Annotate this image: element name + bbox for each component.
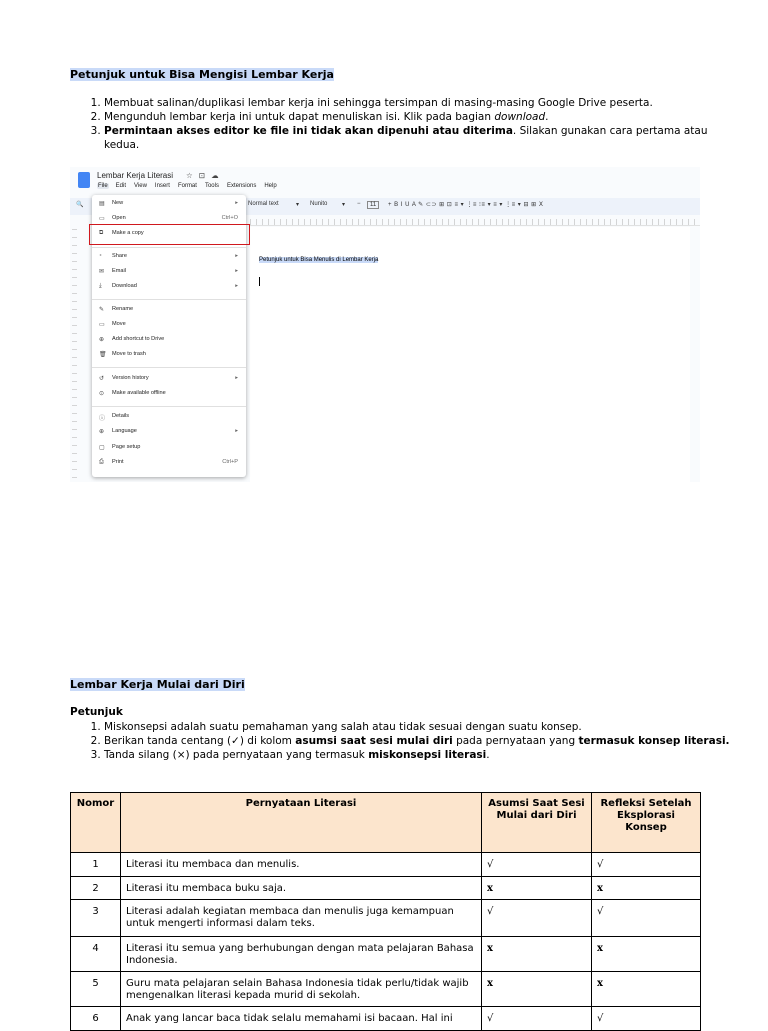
menu-item-download[interactable]: ⤓ Download ▸ [99, 283, 238, 289]
vertical-ruler [72, 229, 77, 479]
refleksi-mark[interactable]: x [592, 937, 701, 972]
menu-item-make-a-copy[interactable]: ⧉ Make a copy [99, 230, 144, 236]
search-icon[interactable]: 🔍 [76, 202, 84, 208]
horizontal-ruler [250, 219, 700, 226]
refleksi-mark[interactable]: √ [592, 1007, 701, 1031]
rename-icon: ✎ [99, 307, 105, 313]
row-statement: Guru mata pelajaran selain Bahasa Indonesia tidak perlu/tidak wajib mengenalkan literasi kepada murid di sekolah. [121, 972, 482, 1007]
section-title-lembar-kerja: Lembar Kerja Mulai dari Diri [70, 678, 245, 691]
menu-item-add-shortcut[interactable]: ⊕ Add shortcut to Drive [99, 336, 165, 343]
formatting-tools[interactable]: + B I U A ✎ ⊂⊃ ⊞ ⊡ ≡ ▾ ⋮≡ ⁝≡ ▾ ≡ ▾ ⋮≡ ▾ ⊟ ⊞ Ⅹ [388, 202, 544, 208]
print-icon: ⎙ [99, 459, 104, 465]
menu-extensions[interactable]: Extensions [226, 183, 257, 189]
email-icon: ✉ [99, 269, 105, 275]
header-pernyataan: Pernyataan Literasi [121, 793, 482, 853]
table-row [71, 853, 701, 877]
asumsi-mark[interactable]: √ [482, 853, 592, 877]
menu-tools[interactable]: Tools [204, 183, 219, 189]
trash-icon: 🗑 [99, 352, 107, 358]
folder-icon: ▭ [99, 216, 105, 222]
menu-item-rename[interactable]: ✎ Rename [99, 306, 134, 313]
instruction-item: 3. Tanda silang (×) pada pernyataan yang termasuk miskonsepsi literasi. [104, 748, 744, 762]
page-setup-icon: ▢ [99, 445, 105, 451]
refleksi-mark[interactable]: √ [592, 900, 701, 937]
menu-edit[interactable]: Edit [115, 183, 127, 189]
doc-page[interactable] [250, 227, 690, 482]
globe-icon: ⊕ [99, 429, 105, 435]
refleksi-mark[interactable]: x [592, 972, 701, 1007]
menu-format[interactable]: Format [177, 183, 197, 189]
font-size-field[interactable]: 11 [367, 201, 379, 209]
menu-item-version-history[interactable]: ↺ Version history ▸ [99, 375, 238, 382]
instructions-label: Petunjuk [70, 706, 123, 718]
menu-item-make-available-offline[interactable]: ⊙ Make available offline [99, 390, 166, 397]
row-number: 5 [71, 972, 121, 1007]
instruction-list [70, 96, 744, 152]
table-row [71, 900, 701, 937]
header-refleksi: Refleksi Setelah Eksplorasi Konsep [592, 793, 701, 853]
menu-item-move[interactable]: ▭ Move [99, 321, 126, 328]
row-statement: Anak yang lancar baca tidak selalu memahami isi bacaan. Hal ini [121, 1007, 482, 1031]
style-chevron-icon: ▾ [296, 202, 300, 208]
text-cursor [259, 277, 260, 286]
share-icon: ⁺ [99, 254, 103, 260]
table-row [71, 937, 701, 972]
font-chevron-icon: ▾ [342, 202, 346, 208]
row-number: 4 [71, 937, 121, 972]
font-size-decrease-icon[interactable]: − [357, 201, 361, 207]
new-doc-icon: ▤ [99, 201, 105, 207]
menu-view[interactable]: View [134, 183, 147, 189]
row-statement: Literasi itu membaca dan menulis. [121, 853, 482, 877]
row-statement: Literasi itu membaca buku saja. [121, 877, 482, 900]
doc-page-text: Petunjuk untuk Bisa Menulis di Lembar Kerja [259, 257, 379, 263]
instruction-item: 2. Mengunduh lembar kerja ini untuk dapat menuliskan isi. Klik pada bagian download. [104, 110, 744, 124]
asumsi-mark[interactable]: x [482, 877, 592, 900]
row-statement: Literasi itu semua yang berhubungan dengan mata pelajaran Bahasa Indonesia. [121, 937, 482, 972]
history-icon: ↺ [99, 376, 105, 382]
download-icon: ⤓ [99, 283, 102, 289]
style-select[interactable]: Normal text [248, 201, 279, 207]
menu-insert[interactable]: Insert [154, 183, 170, 189]
row-number: 2 [71, 877, 121, 900]
menu-item-language[interactable]: ⊕ Language ▸ [99, 428, 238, 435]
instruction-item: 1. Membuat salinan/duplikasi lembar kerja ini sehingga tersimpan di masing-masing Google Drive peserta. [104, 96, 744, 110]
header-asumsi: Asumsi Saat Sesi Mulai dari Diri [482, 793, 592, 853]
doc-title[interactable]: Lembar Kerja Literasi [97, 171, 174, 180]
instruction-item: 3. Permintaan akses editor ke file ini tidak akan dipenuhi atau diterima. Silakan gunakan cara pertama atau kedua. [104, 124, 744, 152]
asumsi-mark[interactable]: √ [482, 900, 592, 937]
row-statement: Literasi adalah kegiatan membaca dan menulis juga kemampuan untuk mengerti informasi dalam teks. [121, 900, 482, 937]
menu-item-move-to-trash[interactable]: 🗑 Move to trash [99, 351, 146, 358]
table-row [71, 1007, 701, 1031]
add-shortcut-icon: ⊕ [99, 337, 105, 343]
menu-item-email[interactable]: ✉ Email ▸ [99, 268, 238, 275]
menu-item-new[interactable]: ▤ New ▸ [99, 200, 238, 207]
copy-icon: ⧉ [99, 230, 104, 236]
docs-menubar [97, 183, 278, 189]
refleksi-mark[interactable]: x [592, 877, 701, 900]
menu-item-share[interactable]: ⁺ Share ▸ [99, 253, 238, 260]
table-header-row [71, 793, 701, 853]
table-row [71, 877, 701, 900]
worksheet-instruction-list [70, 720, 744, 762]
docs-logo-icon [78, 172, 90, 188]
highlight-make-a-copy [89, 224, 250, 245]
offline-icon: ⊙ [99, 391, 105, 397]
menu-item-print[interactable]: ⎙ Print Ctrl+P [99, 459, 238, 465]
font-select[interactable]: Nunito [310, 201, 328, 207]
row-number: 3 [71, 900, 121, 937]
row-number: 1 [71, 853, 121, 877]
refleksi-mark[interactable]: √ [592, 853, 701, 877]
literacy-worksheet-table [70, 792, 701, 1031]
menu-item-open[interactable]: ▭ Open Ctrl+O [99, 215, 238, 222]
asumsi-mark[interactable]: x [482, 972, 592, 1007]
menu-divider [92, 367, 246, 368]
menu-help[interactable]: Help [264, 183, 277, 189]
section-title-petunjuk: Petunjuk untuk Bisa Mengisi Lembar Kerja [70, 68, 334, 81]
menu-divider [92, 247, 246, 248]
star-folder-cloud-icons: ☆ ⊡ ☁ [186, 171, 221, 180]
menu-file[interactable]: File [98, 183, 108, 189]
menu-divider [92, 406, 246, 407]
asumsi-mark[interactable]: √ [482, 1007, 592, 1031]
header-nomor: Nomor [71, 793, 121, 853]
google-docs-screenshot [70, 167, 700, 482]
instruction-item: 1. Miskonsepsi adalah suatu pemahaman yang salah atau tidak sesuai dengan suatu konsep. [104, 720, 744, 734]
move-folder-icon: ▭ [99, 322, 105, 328]
menu-item-details[interactable]: ⓘ Details [99, 413, 130, 422]
row-number: 6 [71, 1007, 121, 1031]
asumsi-mark[interactable]: x [482, 937, 592, 972]
menu-divider [92, 299, 246, 300]
instruction-item: 2. Berikan tanda centang (✓) di kolom asumsi saat sesi mulai diri pada pernyataan yang termasuk konsep literasi. [104, 734, 744, 748]
table-row [71, 972, 701, 1007]
info-icon: ⓘ [99, 416, 106, 422]
menu-item-page-setup[interactable]: ▢ Page setup [99, 444, 141, 451]
